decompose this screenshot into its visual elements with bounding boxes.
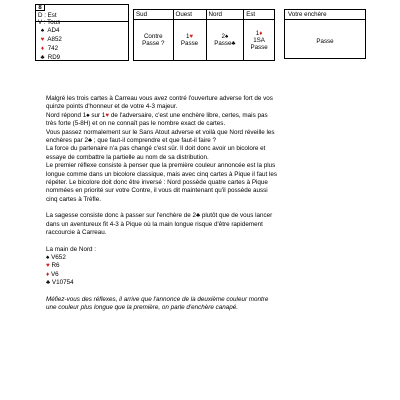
- hand-spades: [39, 26, 59, 35]
- spade-icon: ♠: [224, 33, 229, 40]
- spade-icon: ♠: [40, 27, 45, 34]
- header-ouest: Ouest: [173, 10, 206, 20]
- commentary: [46, 95, 336, 312]
- club-icon: ♣: [195, 212, 201, 220]
- hand-box: [35, 4, 129, 61]
- bid: Passe: [180, 40, 199, 47]
- spade-icon: ♠: [86, 111, 90, 119]
- bids-est: [244, 20, 275, 61]
- bid: Passe♣: [214, 40, 236, 47]
- spade-icon: ♠: [46, 253, 50, 261]
- paragraph-conclusion: La sagesse consiste donc à passer sur l'enchère de 2♣ plutôt que de vous lancer dans un aventureux fit 4-3 à Pique où la main longue risque d'être rapidement raccourcie à Carreau.: [46, 212, 273, 237]
- bids-ouest: [173, 20, 206, 61]
- club-icon: ♣: [88, 137, 93, 145]
- hand-hearts: [39, 35, 62, 44]
- hand-cards: RD9: [47, 54, 61, 61]
- club-icon: ♣: [231, 40, 236, 47]
- bid: Passe ?: [142, 40, 165, 47]
- paragraph-intro: Malgré les trois cartes à Carreau vous avez contré l'ouverture adverse fort de vos quinze points d'honneur et de votre 4-3 majeur.: [46, 95, 273, 111]
- club-icon: ♣: [46, 279, 51, 287]
- header-nord: Nord: [206, 10, 244, 20]
- bid: 1♦: [255, 29, 263, 37]
- header-est: Est: [244, 10, 275, 20]
- north-hand-title: La main de Nord :: [46, 245, 97, 253]
- bid: Passe: [250, 43, 268, 51]
- diamond-icon: ♦: [40, 45, 45, 52]
- bid: 1SA: [253, 36, 265, 44]
- deal-number: 8: [35, 4, 45, 11]
- answer-header: Votre enchère: [285, 10, 365, 20]
- hand-clubs: [39, 53, 60, 62]
- hand-cards: 742: [47, 45, 59, 52]
- north-hand: La main de Nord : ♠ V652 ♥ R6 ♦ V6 ♣ V10754: [46, 246, 336, 288]
- heart-icon: ♥: [46, 262, 50, 270]
- paragraph-analysis: Nord répond 1♠ sur 1♥ de l'adversaire, c'est une enchère libre, certes, mais pas très forte (5-8H) et on ne connaît pas le nombre exact de cartes. Vous passez normalement sur le Sans Atout adverse et voilà que Nord réveille les enchères par 2♣ ; que faut-il comprendre et que faut-il faire ? La force du partenaire n'a pas changé c'est sûr. Il doit donc avoir un bicolore et essaye de combattre la partielle au nom de sa distribution. Le premier réflexe consiste à penser que la première couleur annoncée est la plus longue comme dans un bicolore classique, mais avec cinq cartes à Pique il faut les répéter. Le bicolore doit donc être inversé : Nord possède quatre cartes à Pique nommées en priorité sur votre Contre, il vous dit maintenant qu'il possède aussi cinq cartes à Trèfle.: [46, 111, 278, 203]
- header-sud: Sud: [134, 10, 174, 20]
- bids-nord: [206, 20, 244, 61]
- bid: Contre: [143, 33, 163, 40]
- hand-cards: A852: [47, 36, 62, 43]
- hand-divider: [35, 21, 129, 22]
- heart-icon: ♥: [189, 33, 194, 40]
- bid: 2♠: [221, 33, 229, 40]
- bidding-table: [133, 9, 275, 61]
- diamond-icon: ♦: [46, 270, 50, 278]
- diamond-icon: ♦: [259, 29, 263, 37]
- club-icon: ♣: [40, 54, 45, 61]
- hand-diamonds: [39, 44, 58, 53]
- answer-box: [284, 9, 366, 59]
- vulnerability-label: V : Tous: [38, 19, 61, 26]
- hand-cards: AD4: [47, 27, 60, 34]
- moral: Méfiez-vous des réflexes, il arrive que l'annonce de la deuxième couleur montre une couleur plus longue que la première, on parle d'enchère canapé.: [46, 295, 269, 311]
- heart-icon: ♥: [105, 111, 110, 119]
- bid: 1♥: [185, 33, 194, 40]
- answer-value: Passe: [316, 38, 334, 45]
- heart-icon: ♥: [40, 36, 45, 43]
- dealer-label: D : Est: [38, 12, 57, 19]
- bids-sud: [134, 20, 174, 61]
